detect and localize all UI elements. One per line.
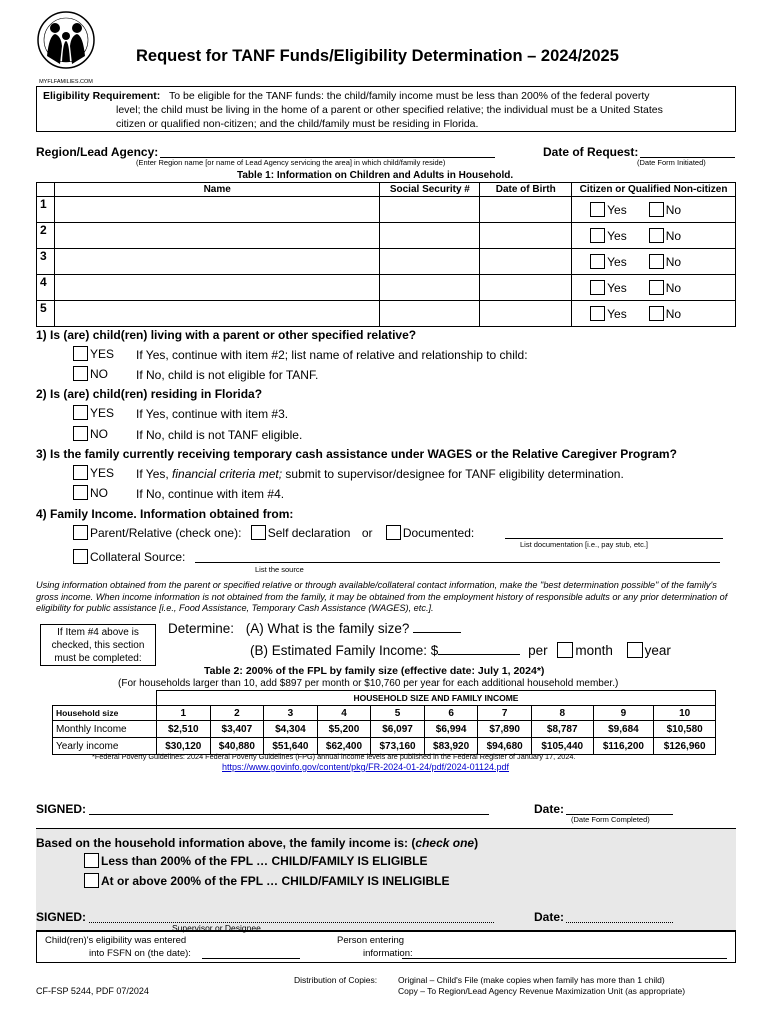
yes-checkbox[interactable] xyxy=(590,280,605,295)
no-label: No xyxy=(665,229,682,243)
eligibility-label: Eligibility Requirement: xyxy=(43,90,161,102)
or-label: or xyxy=(361,526,373,540)
signed-label: SIGNED: xyxy=(36,802,87,816)
yes-label: Yes xyxy=(607,255,627,269)
th-ssn: Social Security # xyxy=(380,183,480,197)
fpl-table xyxy=(52,690,716,755)
month-label: month xyxy=(575,643,613,658)
parent-relative-label: Parent/Relative (check one): xyxy=(90,526,242,540)
q1-yes-text: If Yes, continue with item #2; list name of relative and relationship to child: xyxy=(136,348,528,362)
row-number: 5 xyxy=(37,301,55,327)
no-label: No xyxy=(665,255,682,269)
supervisor-signature-field[interactable] xyxy=(89,910,494,923)
table1-caption: Table 1: Information on Children and Adults in Household. xyxy=(237,170,514,181)
eligibility-line2: level; the child must be living in the home of a parent or other specified relative; the individual must be a United States xyxy=(116,104,663,116)
fpl-header: HOUSEHOLD SIZE AND FAMILY INCOME xyxy=(157,691,716,706)
distribution-original: Original – Child's File (make copies when family has more than 1 child) xyxy=(398,975,665,985)
ssn-cell[interactable] xyxy=(380,223,480,249)
row-number: 2 xyxy=(37,223,55,249)
table-row xyxy=(37,249,736,275)
parent-relative-checkbox[interactable] xyxy=(73,525,88,540)
eligibility-line1: To be eligible for the TANF funds: the child/family income must be less than 200% of the federal poverty xyxy=(169,90,650,102)
q2-no-label: NO xyxy=(90,427,108,441)
row-number: 4 xyxy=(37,275,55,301)
table-row xyxy=(37,275,736,301)
size-label: Household size xyxy=(53,706,157,721)
no-checkbox[interactable] xyxy=(649,306,664,321)
table2-sub: (For households larger than 10, add $897 per month or $10,760 per year for each additional household member.) xyxy=(118,678,619,689)
eligibility-box xyxy=(36,86,736,132)
date-completed-field[interactable] xyxy=(566,802,673,815)
q3-no-text: If No, continue with item #4. xyxy=(136,487,285,501)
fsfn-l2: into FSFN on (the date): xyxy=(89,948,191,959)
estimated-income-label: (B) Estimated Family Income: $ xyxy=(250,643,439,658)
fsfn-l1: Child(ren)'s eligibility was entered xyxy=(45,935,187,946)
date-request-field[interactable] xyxy=(640,145,735,158)
ssn-cell[interactable] xyxy=(380,197,480,223)
q1-no-checkbox[interactable] xyxy=(73,366,88,381)
collateral-label: Collateral Source: xyxy=(90,550,186,564)
date-request-label: Date of Request: xyxy=(543,145,639,159)
date-completed-label: Date: xyxy=(534,802,565,816)
q4-title: 4) Family Income. Information obtained from: xyxy=(36,507,294,521)
q3-title: 3) Is the family currently receiving temporary cash assistance under WAGES or the Relative Caregiver Program? xyxy=(36,447,677,461)
documented-label: Documented: xyxy=(402,526,475,540)
yes-checkbox[interactable] xyxy=(590,254,605,269)
q2-yes-checkbox[interactable] xyxy=(73,405,88,420)
no-label: No xyxy=(665,203,682,217)
collateral-hint: List the source xyxy=(255,565,304,574)
q1-no-label: NO xyxy=(90,367,108,381)
person-entering-l2: information: xyxy=(363,948,413,959)
supervisor-hint: Supervisor or Designee xyxy=(172,923,261,933)
q1-yes-label: YES xyxy=(90,347,115,361)
distribution-label: Distribution of Copies: xyxy=(294,975,378,985)
region-field[interactable] xyxy=(160,145,495,158)
fpl-link[interactable]: https://www.govinfo.gov/content/pkg/FR-2024-01-24/pdf/2024-01124.pdf xyxy=(222,762,510,772)
q1-yes-checkbox[interactable] xyxy=(73,346,88,361)
no-checkbox[interactable] xyxy=(649,280,664,295)
no-checkbox[interactable] xyxy=(649,202,664,217)
dob-cell[interactable] xyxy=(480,197,572,223)
fsfn-box xyxy=(36,931,736,963)
name-cell[interactable] xyxy=(54,197,379,223)
family-logo-icon xyxy=(35,6,97,78)
based-title: Based on the household information above, the family income is: (check one) xyxy=(36,836,479,850)
documentation-field[interactable] xyxy=(505,527,723,539)
q2-no-checkbox[interactable] xyxy=(73,426,88,441)
fsfn-date-field[interactable] xyxy=(202,948,300,959)
yes-checkbox[interactable] xyxy=(590,228,605,243)
family-size-field[interactable] xyxy=(413,621,461,633)
dcf-logo xyxy=(35,6,97,86)
q1-no-text: If No, child is not eligible for TANF. xyxy=(136,368,319,382)
ssn-cell[interactable] xyxy=(380,301,480,327)
region-label: Region/Lead Agency: xyxy=(36,145,159,159)
no-label: No xyxy=(665,281,682,295)
table-row: Monthly Income $2,510 $3,407 $4,304 $5,200 $6,097 $6,994 $7,890 $8,787 $9,684 $10,580 xyxy=(53,721,716,738)
ineligible-checkbox[interactable] xyxy=(84,873,99,888)
month-checkbox[interactable] xyxy=(557,642,573,658)
supervisor-signed-label: SIGNED: xyxy=(36,910,87,924)
dob-cell[interactable] xyxy=(480,249,572,275)
name-cell[interactable] xyxy=(54,301,379,327)
yearly-label: Yearly income xyxy=(53,738,157,755)
estimated-income-field[interactable] xyxy=(438,643,520,655)
q2-yes-label: YES xyxy=(90,406,115,420)
q3-no-checkbox[interactable] xyxy=(73,485,88,500)
monthly-label: Monthly Income xyxy=(53,721,157,738)
distribution-copy: Copy – To Region/Lead Agency Revenue Maximization Unit (as appropriate) xyxy=(398,986,686,996)
household-table xyxy=(36,182,736,327)
logo-text: MYFLFAMILIES.COM xyxy=(39,79,93,85)
row-number: 1 xyxy=(37,197,55,223)
table-row: Yearly income $30,120 $40,880 $51,640 $62,400 $73,160 $83,920 $94,680 $105,440 $116,200 $126,960 xyxy=(53,738,716,755)
row-number: 3 xyxy=(37,249,55,275)
q3-yes-checkbox[interactable] xyxy=(73,465,88,480)
determine-label: Determine: xyxy=(168,621,235,636)
form-id: CF-FSP 5244, PDF 07/2024 xyxy=(36,986,149,996)
name-cell[interactable] xyxy=(54,249,379,275)
yes-label: Yes xyxy=(607,203,627,217)
supervisor-date-label: Date: xyxy=(534,910,565,924)
q3-no-label: NO xyxy=(90,486,108,500)
self-declaration-checkbox[interactable] xyxy=(251,525,266,540)
eligible-label: Less than 200% of the FPL … CHILD/FAMILY IS ELIGIBLE xyxy=(101,854,428,868)
determine-box: If Item #4 above is checked, this section must be completed: xyxy=(40,624,156,666)
q1-title: 1) Is (are) child(ren) living with a parent or other specified relative? xyxy=(36,328,417,342)
table2-caption: Table 2: 200% of the FPL by family size (effective date: July 1, 2024*) xyxy=(204,665,545,677)
ssn-cell[interactable] xyxy=(380,275,480,301)
dob-cell[interactable] xyxy=(480,301,572,327)
eligibility-line3: citizen or qualified non-citizen; and the child/family must be residing in Florida. xyxy=(116,118,479,130)
year-checkbox[interactable] xyxy=(627,642,643,658)
person-entering-l1: Person entering xyxy=(337,935,405,946)
per-label: per xyxy=(528,643,548,658)
table-row: Household size 1 2 3 4 5 6 7 8 9 10 xyxy=(53,706,716,721)
income-note: Using information obtained from the parent or specified relative or through available/collateral contact information, make the "best determination possible" of the family's gross income. When income information is not obtained from the family, it may be obtained from the employment history of responsible adults or any prior determination of eligibility for public assistance [i.e., Food Assistance, Temporary Cash Assistance (WAGES), etc.]. xyxy=(36,580,728,613)
name-cell[interactable] xyxy=(54,275,379,301)
documentation-hint: List documentation [i.e., pay stub, etc.] xyxy=(520,540,648,549)
signature-field[interactable] xyxy=(89,802,489,815)
collateral-field[interactable] xyxy=(195,551,720,563)
q2-no-text: If No, child is not TANF eligible. xyxy=(136,428,303,442)
ineligible-label: At or above 200% of the FPL … CHILD/FAMILY IS INELIGIBLE xyxy=(101,874,450,888)
supervisor-date-field[interactable] xyxy=(566,910,673,923)
th-dob: Date of Birth xyxy=(480,183,572,197)
date-request-hint: (Date Form Initiated) xyxy=(637,158,706,167)
dob-cell[interactable] xyxy=(480,275,572,301)
fpl-footnote: *Federal Poverty Guidelines: 2024 Federal Poverty Guidelines (FPG) annual income levels are published in the Federal Register of January 17, 2024. xyxy=(92,752,576,761)
yes-label: Yes xyxy=(607,229,627,243)
table-row xyxy=(37,197,736,223)
th-name: Name xyxy=(54,183,379,197)
self-declaration-label: Self declaration xyxy=(267,526,351,540)
page-title: Request for TANF Funds/Eligibility Determination – 2024/2025 xyxy=(136,47,619,65)
documented-checkbox[interactable] xyxy=(386,525,401,540)
region-hint: (Enter Region name [or name of Lead Agency servicing the area] in which child/family reside) xyxy=(136,158,446,167)
table-row xyxy=(37,223,736,249)
q3-yes-text: If Yes, financial criteria met; submit to supervisor/designee for TANF eligibility determination. xyxy=(136,467,624,481)
date-completed-hint: (Date Form Completed) xyxy=(571,815,650,824)
yes-checkbox[interactable] xyxy=(590,306,605,321)
family-size-question: (A) What is the family size? xyxy=(245,621,410,636)
q3-yes-label: YES xyxy=(90,466,115,480)
year-label: year xyxy=(644,643,671,658)
yes-checkbox[interactable] xyxy=(590,202,605,217)
ssn-cell[interactable] xyxy=(380,249,480,275)
name-cell[interactable] xyxy=(54,223,379,249)
person-entering-field[interactable] xyxy=(402,948,727,959)
table-row xyxy=(37,301,736,327)
yes-label: Yes xyxy=(607,281,627,295)
th-citizen: Citizen or Qualified Non-citizen xyxy=(572,183,736,197)
collateral-checkbox[interactable] xyxy=(73,549,88,564)
no-label: No xyxy=(665,307,682,321)
yes-label: Yes xyxy=(607,307,627,321)
dob-cell[interactable] xyxy=(480,223,572,249)
no-checkbox[interactable] xyxy=(649,254,664,269)
eligible-checkbox[interactable] xyxy=(84,853,99,868)
q2-title: 2) Is (are) child(ren) residing in Florida? xyxy=(36,387,263,401)
q2-yes-text: If Yes, continue with item #3. xyxy=(136,407,289,421)
no-checkbox[interactable] xyxy=(649,228,664,243)
